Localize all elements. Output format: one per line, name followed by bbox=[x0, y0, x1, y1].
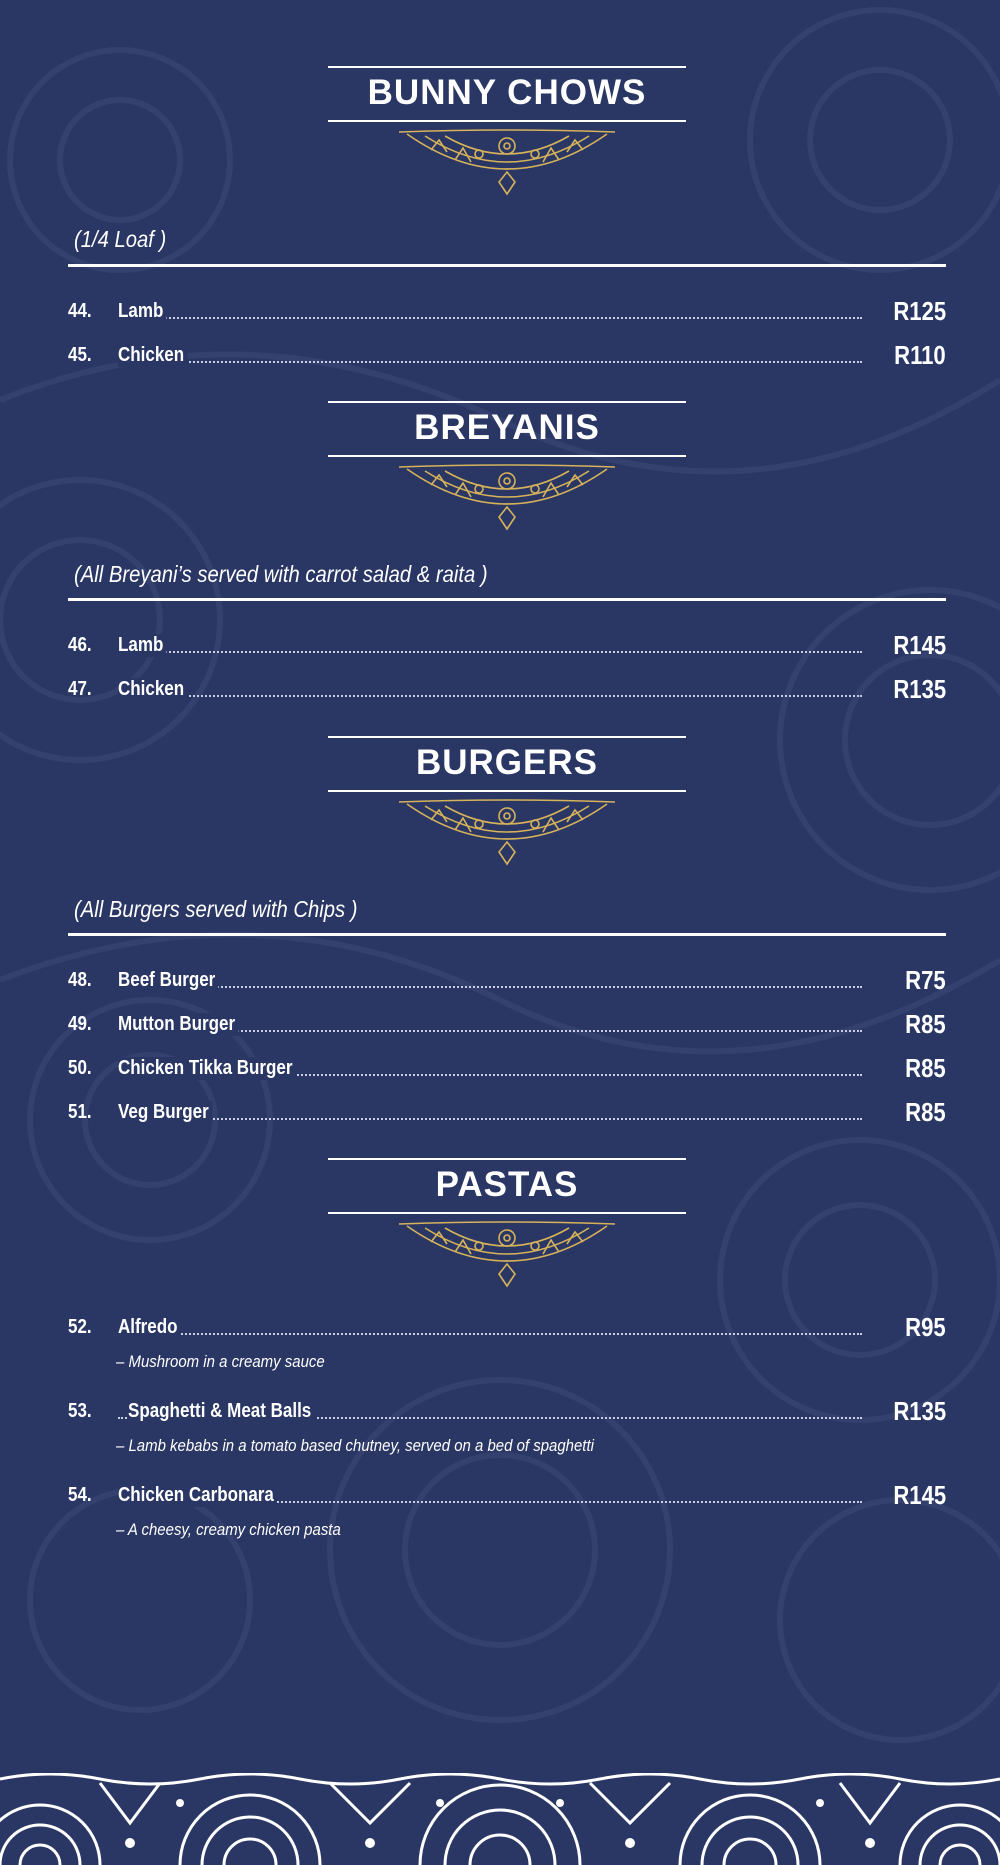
item-number: 54. bbox=[68, 1484, 92, 1506]
section-note: (1/4 Loaf ) bbox=[74, 226, 167, 252]
dot-leader bbox=[118, 651, 862, 653]
note-divider bbox=[68, 264, 946, 267]
menu-item bbox=[68, 965, 946, 995]
item-description: – A cheesy, creamy chicken pasta bbox=[116, 1520, 341, 1539]
footer-pattern-band bbox=[0, 1773, 1000, 1865]
item-price: R145 bbox=[893, 630, 946, 660]
item-number: 52. bbox=[68, 1316, 92, 1338]
item-number: 51. bbox=[68, 1101, 92, 1123]
menu-item bbox=[68, 1097, 946, 1127]
mandala-ornament-icon bbox=[395, 794, 619, 868]
item-price: R145 bbox=[893, 1480, 946, 1510]
menu-item bbox=[68, 1480, 946, 1510]
heading-bottom-rule bbox=[328, 120, 686, 122]
menu-item bbox=[68, 1312, 946, 1342]
menu-item bbox=[68, 1009, 946, 1039]
menu-item bbox=[68, 1053, 946, 1083]
item-price: R85 bbox=[905, 1097, 946, 1127]
item-price: R85 bbox=[905, 1009, 946, 1039]
item-name: Chicken bbox=[118, 344, 188, 367]
dot-leader bbox=[118, 695, 862, 697]
item-price: R135 bbox=[893, 674, 946, 704]
heading-bottom-rule bbox=[328, 790, 686, 792]
section-note: (All Breyani’s served with carrot salad & raita ) bbox=[74, 561, 488, 587]
section-title: BUNNY CHOWS bbox=[367, 73, 647, 112]
section-title: BREYANIS bbox=[414, 408, 600, 447]
item-name: Veg Burger bbox=[118, 1101, 212, 1124]
item-name: Mutton Burger bbox=[118, 1013, 239, 1036]
item-name: Beef Burger bbox=[118, 969, 219, 992]
item-price: R135 bbox=[893, 1396, 946, 1426]
section-title: BURGERS bbox=[415, 743, 599, 782]
section-note: (All Burgers served with Chips ) bbox=[74, 896, 358, 922]
item-price: R125 bbox=[893, 296, 946, 326]
item-number: 45. bbox=[68, 344, 92, 366]
section-heading-box bbox=[328, 1158, 686, 1214]
item-name: Alfredo bbox=[118, 1316, 181, 1339]
dot-leader bbox=[118, 986, 862, 988]
item-description: – Lamb kebabs in a tomato based chutney, served on a bed of spaghetti bbox=[116, 1436, 594, 1455]
item-number: 47. bbox=[68, 678, 92, 700]
section-title: PASTAS bbox=[435, 1165, 579, 1204]
item-name: Lamb bbox=[118, 300, 167, 323]
mandala-ornament-icon bbox=[395, 1216, 619, 1290]
menu-item bbox=[68, 1396, 946, 1426]
item-price: R75 bbox=[905, 965, 946, 995]
item-name: Lamb bbox=[118, 634, 167, 657]
heading-top-rule bbox=[328, 66, 686, 68]
item-price: R85 bbox=[905, 1053, 946, 1083]
item-name: Chicken Carbonara bbox=[118, 1484, 277, 1507]
mandala-ornament-icon bbox=[395, 124, 619, 198]
dot-leader bbox=[118, 1118, 862, 1120]
item-number: 48. bbox=[68, 969, 92, 991]
menu-item bbox=[68, 630, 946, 660]
section-heading-box bbox=[328, 66, 686, 122]
item-description: – Mushroom in a creamy sauce bbox=[116, 1352, 325, 1371]
menu-item bbox=[68, 340, 946, 370]
heading-bottom-rule bbox=[328, 1212, 686, 1214]
item-price: R110 bbox=[894, 340, 946, 370]
section-heading-box bbox=[328, 401, 686, 457]
dot-leader bbox=[118, 317, 862, 319]
dot-leader bbox=[118, 361, 862, 363]
section-heading-box bbox=[328, 736, 686, 792]
note-divider bbox=[68, 598, 946, 601]
menu-item bbox=[68, 296, 946, 326]
item-name: Spaghetti & Meat Balls bbox=[128, 1400, 315, 1423]
note-divider bbox=[68, 933, 946, 936]
heading-top-rule bbox=[328, 1158, 686, 1160]
heading-bottom-rule bbox=[328, 455, 686, 457]
item-name: Chicken Tikka Burger bbox=[118, 1057, 296, 1080]
item-price: R95 bbox=[905, 1312, 946, 1342]
item-number: 50. bbox=[68, 1057, 92, 1079]
mandala-ornament-icon bbox=[395, 459, 619, 533]
heading-top-rule bbox=[328, 401, 686, 403]
item-number: 46. bbox=[68, 634, 92, 656]
dot-leader bbox=[118, 1333, 862, 1335]
heading-top-rule bbox=[328, 736, 686, 738]
item-number: 53. bbox=[68, 1400, 92, 1422]
menu-item bbox=[68, 674, 946, 704]
item-name: Chicken bbox=[118, 678, 188, 701]
item-number: 44. bbox=[68, 300, 92, 322]
item-number: 49. bbox=[68, 1013, 92, 1035]
footer-mandala-pattern-icon bbox=[0, 1773, 1000, 1865]
